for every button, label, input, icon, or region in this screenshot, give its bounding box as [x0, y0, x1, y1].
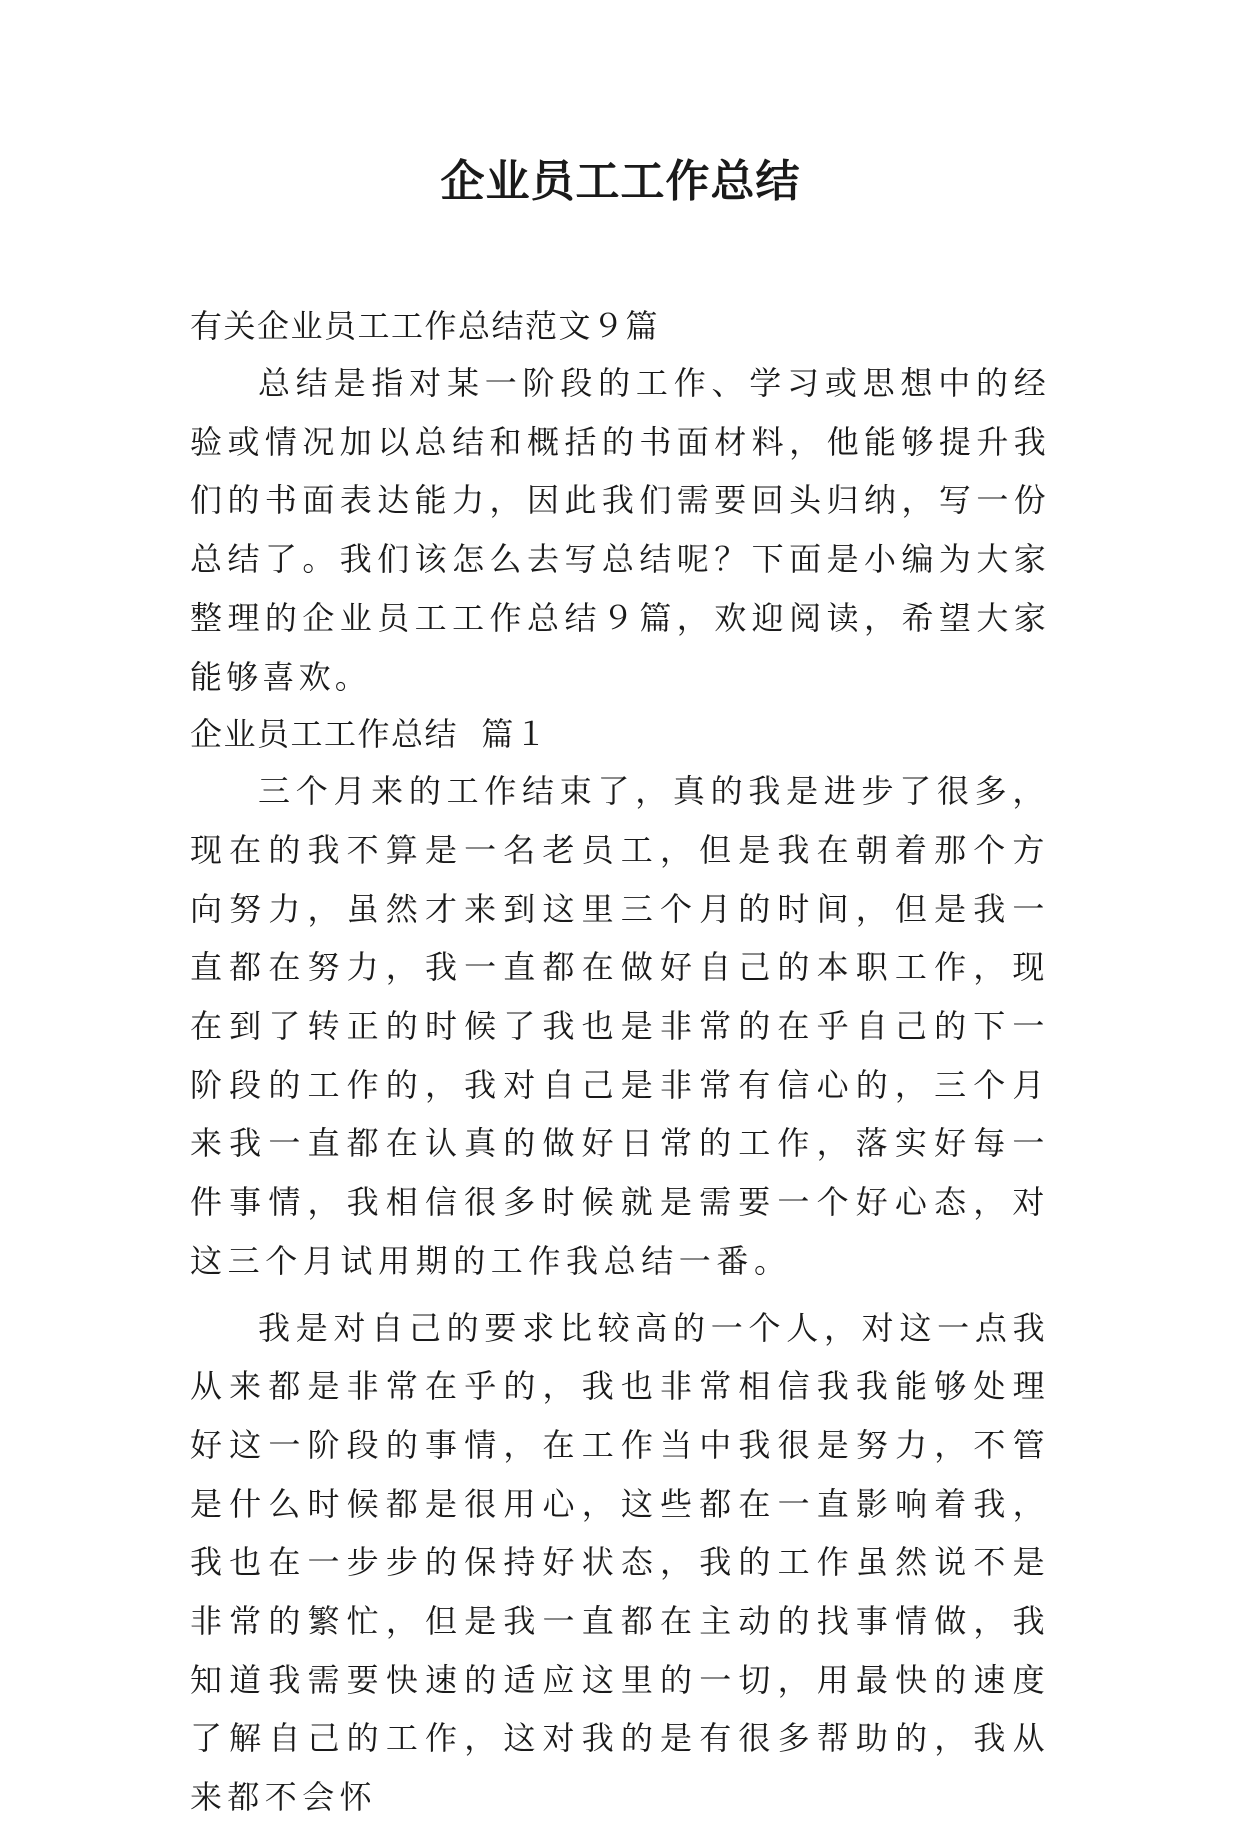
body-paragraph-1: 三个月来的工作结束了，真的我是进步了很多，现在的我不算是一名老员工，但是我在朝着那个方向努力，虽然才来到这里三个月的时间，但是我一直都在努力，我一直都在做好自己的本职工作，现在到了转正的时候了我也是非常的在乎自己的下一阶段的工作的，我对自己是非常有信心的，三个月来我一直都在认真的做好日常的工作，落实好每一件事情，我相信很多时候就是需要一个好心态，对这三个月试用期的工作我总结一番。: [190, 772, 1050, 1280]
document-subtitle: 有关企业员工工作总结范文９篇: [190, 307, 660, 345]
body-paragraph-2: 我是对自己的要求比较高的一个人，对这一点我从来都是非常在乎的，我也非常相信我我能够处理好这一阶段的事情，在工作当中我很是努力，不管是什么时候都是很用心，这些都在一直影响着我，我也在一步步的保持好状态，我的工作虽然说不是非常的繁忙，但是我一直都在主动的找事情做，我知道我需要快速的适应这里的一切，用最快的速度了解自己的工作，这对我的是有很多帮助的，我从来都不会怀: [190, 1308, 1050, 1817]
section-heading: 企业员工工作总结 篇１: [190, 715, 549, 754]
intro-paragraph: 总结是指对某一阶段的工作、学习或思想中的经验或情况加以总结和概括的书面材料，他能够提升我们的书面表达能力，因此我们需要回头归纳，写一份总结了。我们该怎么去写总结呢？下面是小编为大家整理的企业员工工作总结９篇，欢迎阅读，希望大家能够喜欢。: [190, 364, 1050, 696]
document-title: 企业员工工作总结: [440, 156, 801, 207]
document-body: [190, 298, 1050, 1827]
paragraph-gap: [190, 1291, 1050, 1299]
